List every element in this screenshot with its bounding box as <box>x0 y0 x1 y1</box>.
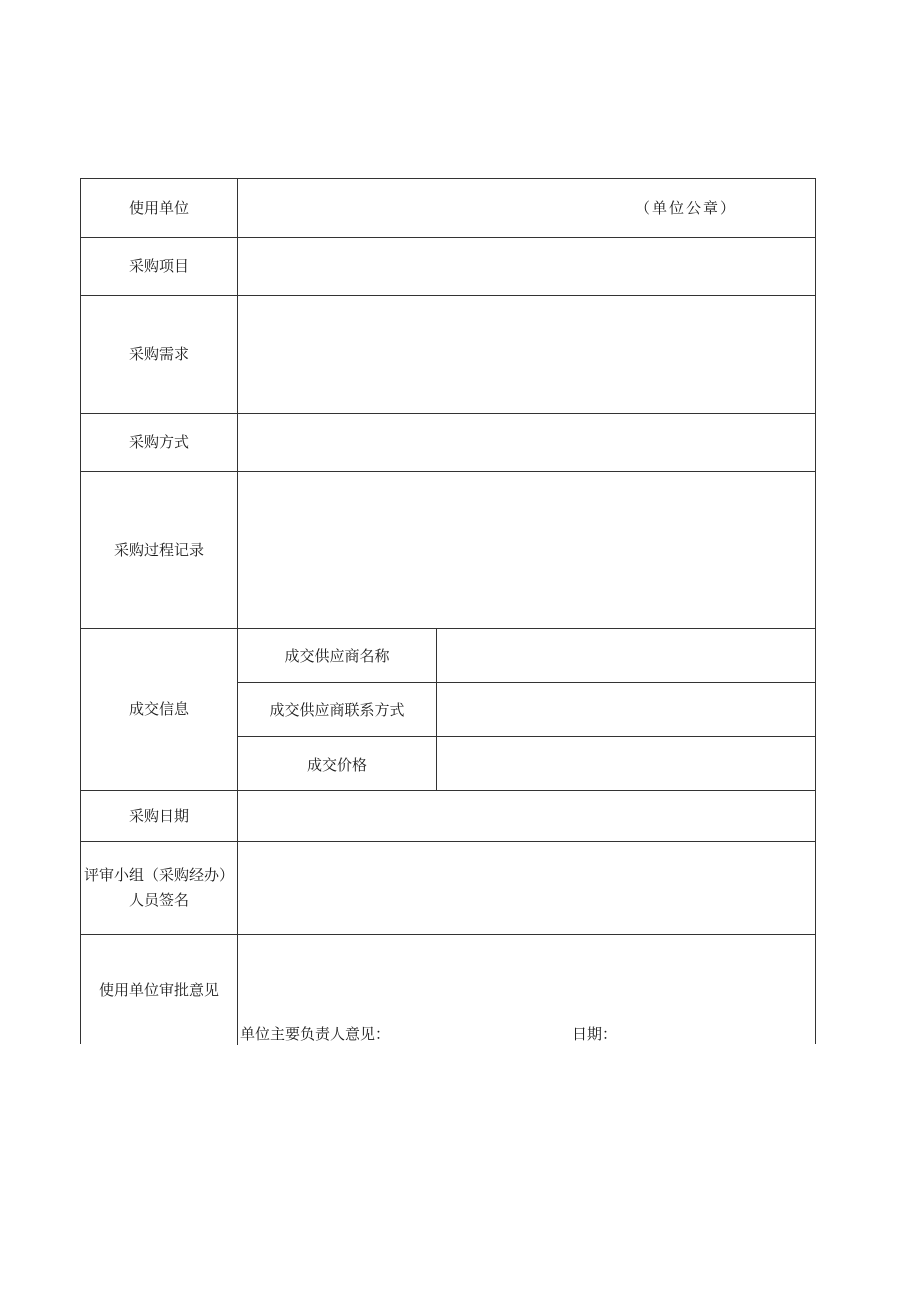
subrow-price <box>238 737 815 791</box>
row-project <box>81 238 815 296</box>
approval-footer <box>240 1023 815 1045</box>
unit-seal-note: （单位公章） <box>634 199 737 217</box>
field-price[interactable] <box>437 737 815 791</box>
field-review-sign[interactable] <box>238 842 815 934</box>
label-project: 采购项目 <box>81 238 238 295</box>
label-method: 采购方式 <box>81 414 238 471</box>
field-supplier-contact[interactable] <box>437 683 815 736</box>
row-approval <box>81 935 815 1045</box>
field-approval[interactable] <box>238 935 815 1045</box>
field-requirement[interactable] <box>238 296 815 413</box>
row-process-record <box>81 472 815 629</box>
label-user-unit: 使用单位 <box>81 179 238 237</box>
approval-date-label: 日期： <box>572 1025 618 1043</box>
label-review-sign <box>81 842 238 934</box>
field-date[interactable] <box>238 791 815 841</box>
row-date <box>81 791 815 842</box>
label-review-sign-line2: 人员签名 <box>128 891 189 909</box>
field-project[interactable] <box>238 238 815 295</box>
field-user-unit[interactable] <box>238 179 815 237</box>
field-supplier-name[interactable] <box>437 629 815 682</box>
row-user-unit <box>81 179 815 238</box>
row-review-sign <box>81 842 815 935</box>
procurement-form <box>80 178 816 1044</box>
label-date: 采购日期 <box>81 791 238 841</box>
head-opinion-label: 单位主要负责人意见： <box>240 1025 391 1043</box>
row-deal-info <box>81 629 815 791</box>
label-review-sign-line1: 评审小组（采购经办） <box>83 866 234 884</box>
subrow-supplier-contact <box>238 683 815 737</box>
field-method[interactable] <box>238 414 815 471</box>
label-process-record: 采购过程记录 <box>81 472 238 628</box>
row-method <box>81 414 815 472</box>
field-process-record[interactable] <box>238 472 815 628</box>
label-deal-info: 成交信息 <box>81 629 238 790</box>
subrow-supplier-name <box>238 629 815 683</box>
label-requirement: 采购需求 <box>81 296 238 413</box>
label-supplier-name: 成交供应商名称 <box>238 629 437 682</box>
row-requirement <box>81 296 815 414</box>
label-price: 成交价格 <box>238 737 437 791</box>
label-supplier-contact: 成交供应商联系方式 <box>238 683 437 736</box>
label-approval: 使用单位审批意见 <box>81 935 238 1045</box>
